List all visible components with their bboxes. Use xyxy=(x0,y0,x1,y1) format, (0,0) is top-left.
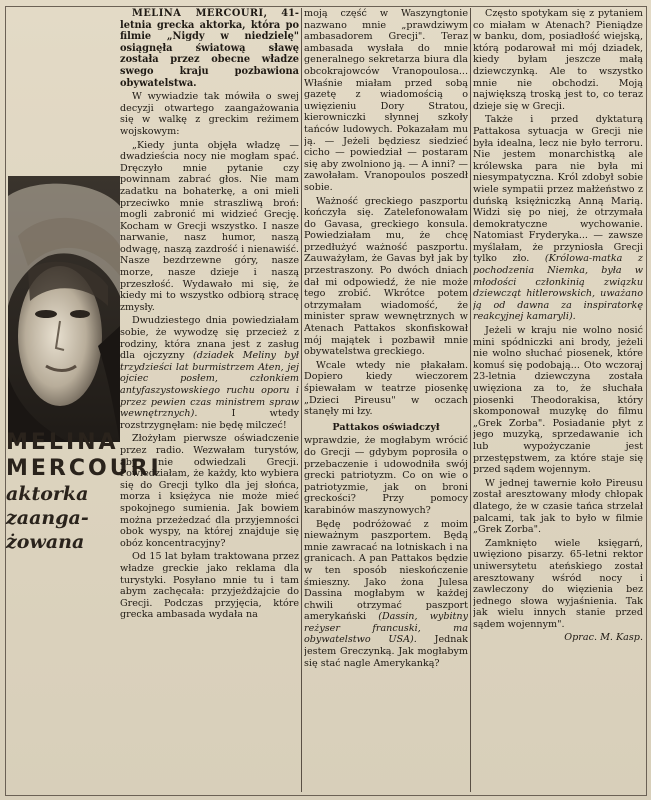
lead-name: MELINA MERCOURI, xyxy=(132,8,268,19)
portrait-photo xyxy=(8,176,120,442)
body-text: Będę podróżować z moim nieważnym paszportem. Będą mnie zawracać na lotniskach i na granicach. A pan Pattakos będzie w ten sposób nieskończenie śmieszny. Jako żona Julesa Dassina mogłabym w każdej chwili otrzymać paszport amerykański xyxy=(304,518,468,623)
editorial-note: (Królowa-matka z pochodzenia Niemka, była w młodości członkinią związku dziewcząt hitlerowskich, uważano ją od dawna za inspiratorkę reakcyjnej kamaryli). xyxy=(473,253,643,323)
author-signature: Oprac. M. Kasp. xyxy=(564,632,643,644)
body-text: Jednak jestem Greczynką. Jak mogłabym się stać nagle Amerykanką? xyxy=(304,634,468,669)
body-paragraph: Zamknięto wiele księgarń, uwięziono pisarzy. 65-letni rektor uniwersytetu ateńskiego został aresztowany wśród nocy i zawleczony do więzienia bez jednego słowa wyjaśnienia. Tak jak wielu innych stanie przed sądem wojennym". xyxy=(473,537,643,630)
body-paragraph xyxy=(304,519,468,670)
lead-text: 41-letnia grecka aktorka, która po filmie „Nigdy w niedzielę" osiągnęła światową sławę została przez obecne władze swego kraju pozbawiona obywatelstwa. xyxy=(120,8,299,89)
body-paragraph: Wcale wtedy nie płakałam. Dopiero kiedy wieczorem śpiewałam w teatrze piosenkę „Dzieci Pireusu" w oczach stanęły mi łzy. xyxy=(304,359,468,418)
body-text: Także i przed dyktaturą Pattakosa sytuacja w Grecji nie była idealna, lecz nie było terroru. Nie jestem monarchistką ale królewska para nie była mi niesympatyczna. Król zdobył sobie wiele sympatii przez małżeństwo z duńską księżniczką Anną Marią. Widzi się po niej, że otrzymała demokratyczne wychowanie. Natomiast Fryderyka... — zawsze myślałam, że przyniosła Grecji tylko zło. xyxy=(473,114,643,265)
portrait-image xyxy=(8,176,120,442)
headline-subtitle-2: zaanga- xyxy=(6,507,89,529)
column-rule xyxy=(301,8,302,792)
body-paragraph: Jeżeli w kraju nie wolno nosić mini spódniczki ani brody, jeżeli nie wolno słuchać piosenek, które komuś się podobają... Oto wczoraj 23-letnia dziewczyna została uwięziona za to, że słuchała piosenki Theodorakisa, który skomponował muzykę do filmu „Grek Zorba". Posiadanie płyt z jego muzyką, sprzedawanie ich lub wypożyczanie jest przestępstwem, za które staje się przed sądem wojennym. xyxy=(473,325,643,476)
body-text: Dwudziestego dnia powiedziałam sobie, że wywodzę się przecież z rodziny, która znana jest z zasług dla ojczyzny xyxy=(120,315,299,362)
article-column-2 xyxy=(304,8,468,792)
editorial-note: (Dassin, wybitny reżyser francuski, ma obywatelstwo USA). xyxy=(304,611,468,646)
body-paragraph xyxy=(120,315,299,431)
body-paragraph: wprawdzie, że mogłabym wrócić do Grecji — gdybym poprosiła o przebaczenie i udowodniła swój grecki patriotyzm. Co on wie o patriotyzmie, jak on broni greckości? Przy pomocy karabinów maszynowych? xyxy=(304,435,468,516)
body-paragraph: Często spotykam się z pytaniem co miałam w Atenach? Pieniądze w banku, dom, posiadłość wiejską, którą podarował mi mój dziadek, kiedy byłam jeszcze małą dziewczynką. Ale to wszystko mnie nie obchodzi. Moją największą troską jest to, co teraz dzieje się w Grecji. xyxy=(473,8,643,112)
subheading: Pattakos oświadczył xyxy=(332,421,440,433)
body-paragraph: W jednej tawernie koło Pireusu został aresztowany młody chłopak dlatego, że w czasie tańca strzelał palcami, tak jak to było w filmie „Grek Zorba". xyxy=(473,477,643,536)
editorial-note: (dziadek Meliny był trzydzieści lat burmistrzem Aten, jej ojciec posłem, członkiem antyfaszystowskiego ruchu oporu i przez pewien czas ministrem spraw wewnętrznych). xyxy=(120,350,299,420)
body-paragraph: „Kiedy junta objęła władzę — dwadzieścia nocy nie mogłam spać. Dręczyło mnie pytanie czy powinnam zabrać głos. Nie mam zadatku na bohaterkę, a oni mieli przeciwko mnie straszliwą broń: mogli zabronić mi widzieć Grecję. Kocham w Grecji wszystko. I nasze narwanie, nasz humor, naszą odwagę, naszą zazdrość i nienawiść. Nasze bezdrzewne góry, nasze morze, nasze dzieje i naszą przeszłość. Wydawało mi się, że kiedy mi to wszystko odbiorą stracę zmysły. xyxy=(120,139,299,313)
body-paragraph: W wywiadzie tak mówiła o swej decyzji otwartego zaangażowania się w walkę z greckim reżimem wojskowym: xyxy=(120,91,299,137)
headline-subtitle-3: żowana xyxy=(6,531,85,553)
headline-subtitle-1: aktorka xyxy=(6,483,89,505)
body-paragraph: Złożyłam pierwsze oświadczenie przez radio. Wezwałam turystów, aby nie odwiedzali Grecji. Powiedziałam, że każdy, kto wybiera się do Grecji tylko dla jej słońca, morza i księżyca nie może mieć spokojnego sumienia. Jak bowiem można przeżedzać dla przyjemności obok wyspy, na której znajduje się obóz koncentracyjny? xyxy=(120,433,299,549)
article-column-3 xyxy=(473,8,643,792)
body-text: I wtedy rozstrzygnęłam: nie będę milczeć! xyxy=(120,408,299,431)
body-paragraph xyxy=(473,114,643,323)
headline-block xyxy=(6,430,162,554)
body-paragraph: moją część w Waszyngtonie nazwano mnie „prawdziwym ambasadorem Grecji". Teraz ambasada wysłała do mnie generalnego sekretarza biura dla obcokrajowców Vranopoulosa... Właśnie miałam przed sobą gazetę z wiadomością o uwięzieniu Dory Stratou, kierowniczki słynnej szkoły tańców ludowych. Pokazałam mu ją. — Jeżeli będziesz siedzieć cicho — powiedział — postaram się aby zwolniono ją. — A inni? — zawołałam. Vranopoulos poszedł sobie. xyxy=(304,8,468,193)
lead-paragraph xyxy=(120,8,299,89)
article-column-1 xyxy=(120,8,299,792)
headline-name-first: MELINA xyxy=(6,430,119,455)
body-paragraph: Ważność greckiego paszportu kończyła się. Zatelefonowałam do Gavasa, greckiego konsula. Powiedziałam mu, że chcę przedłużyć ważność paszportu. Zauważyłam, że Gavas był jak by przestraszony. Po dwóch dniach dał mi odpowiedź, że nie może tego zrobić. Wkrótce potem otrzymałam wiadomość, że minister spraw wewnętrznych w Atenach Pattakos skonfiskował mój majątek i pozbawił mnie obywatelstwa greckiego. xyxy=(304,195,468,358)
column-rule xyxy=(470,8,471,792)
body-paragraph: Od 15 lat byłam traktowana przez władze greckie jako reklama dla turystyki. Posyłano mnie tu i tam abym zachęcała: przyjeżdżajcie do Grecji. Podczas przyjęcia, które grecka ambasada wydała na xyxy=(120,551,299,621)
headline-name-last: MERCOURI xyxy=(6,456,162,481)
